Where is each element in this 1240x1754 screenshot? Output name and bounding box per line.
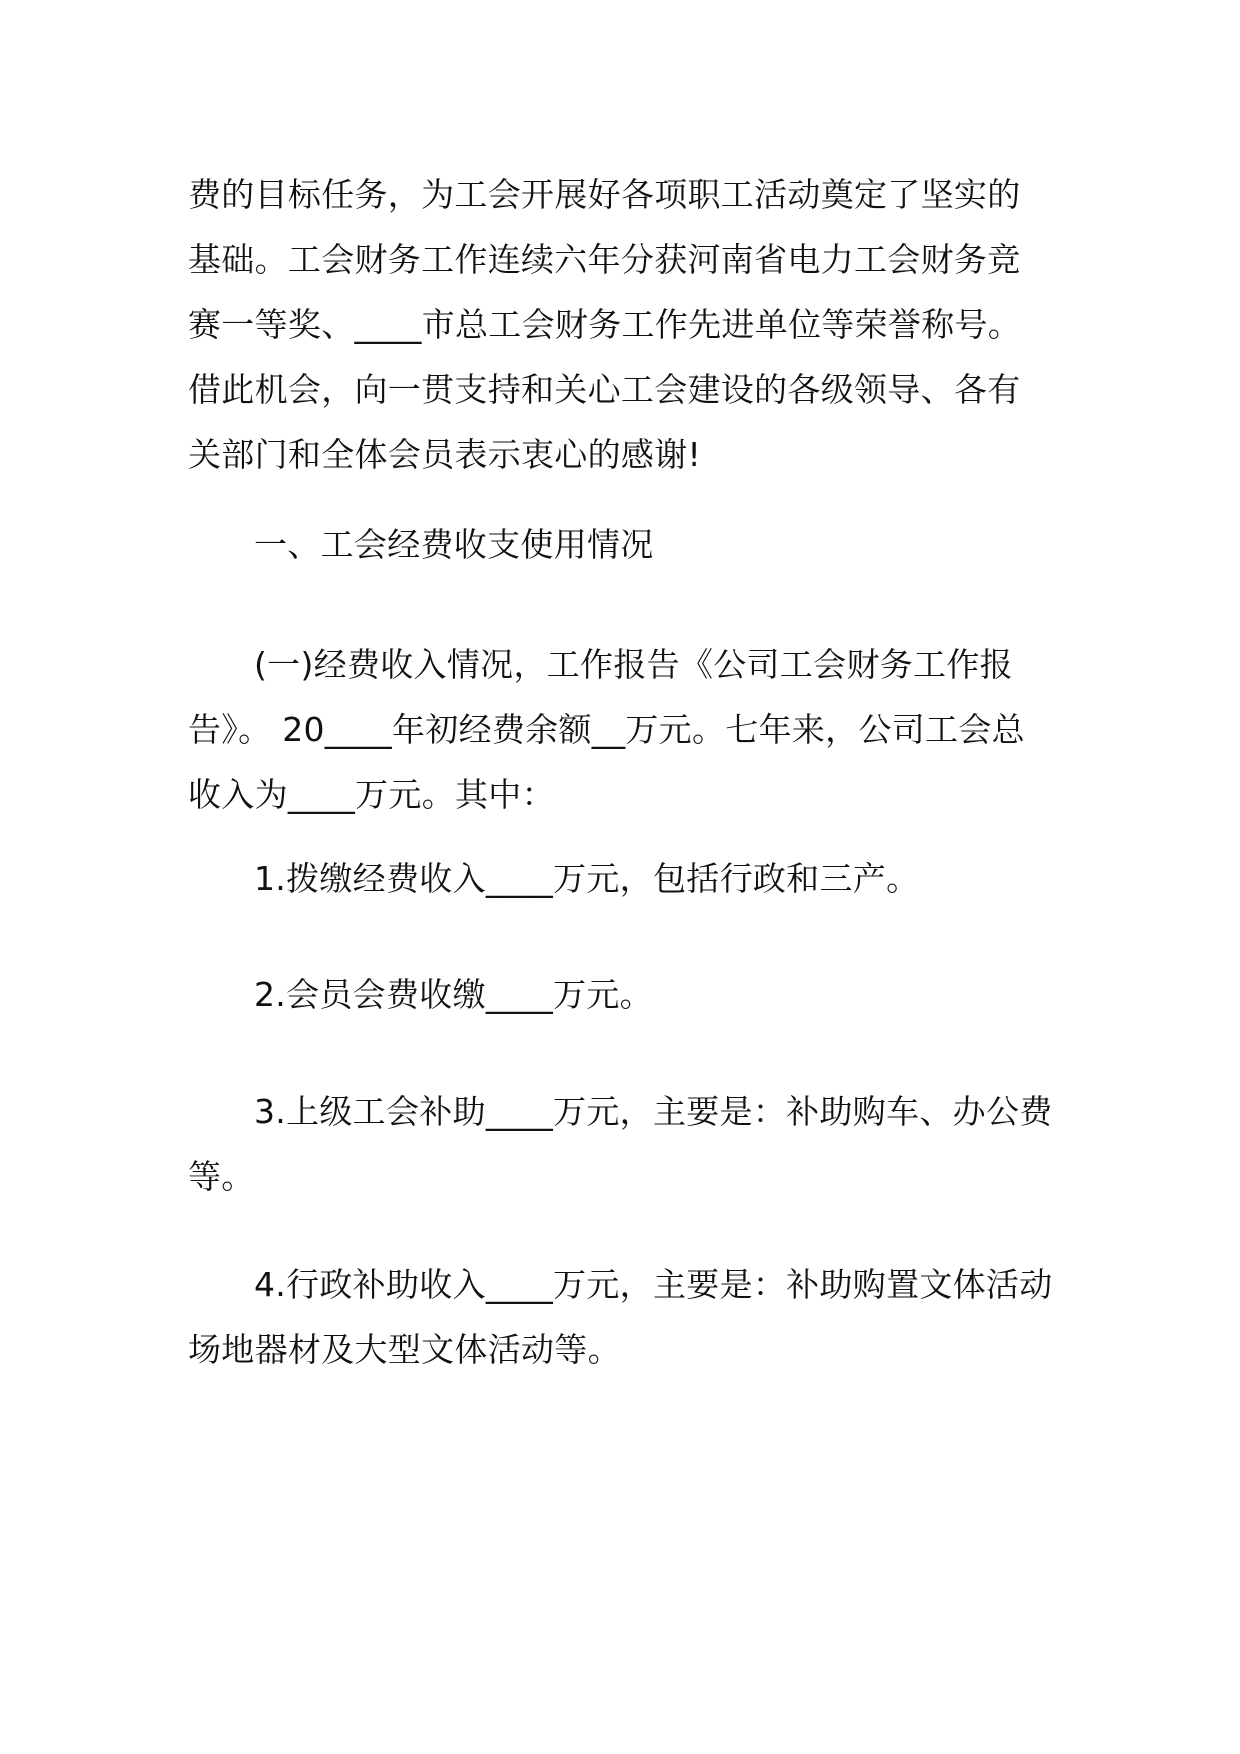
paragraph-line: 3.上级工会补助____万元，主要是：补助购车、办公费 <box>254 1092 1053 1131</box>
section-heading-text: 一、工会经费收支使用情况 <box>254 525 654 564</box>
paragraph-line: 2.会员会费收缴____万元。 <box>254 975 653 1014</box>
list-item-2 <box>188 962 1058 1027</box>
list-item-3 <box>188 1079 1058 1209</box>
paragraph-line: 赛一等奖、____市总工会财务工作先进单位等荣誉称号。 <box>188 305 1022 344</box>
paragraph-line: 费的目标任务，为工会开展好各项职工活动奠定了坚实的 <box>188 175 1021 214</box>
paragraph-line: 基础。工会财务工作连续六年分获河南省电力工会财务竞 <box>188 240 1021 279</box>
intro-paragraph <box>188 162 1058 487</box>
paragraph-line: 4.行政补助收入____万元，主要是：补助购置文体活动 <box>254 1265 1053 1304</box>
paragraph-line: 场地器材及大型文体活动等。 <box>188 1330 621 1369</box>
section-heading <box>188 512 1058 577</box>
paragraph-line: 1.拨缴经费收入____万元，包括行政和三产。 <box>254 859 920 898</box>
paragraph-line: (一)经费收入情况，工作报告《公司工会财务工作报 <box>254 645 1013 684</box>
paragraph-line: 告》。 20____年初经费余额__万元。七年来，公司工会总 <box>188 710 1025 749</box>
paragraph-line: 收入为____万元。其中： <box>188 775 555 814</box>
list-item-4 <box>188 1252 1058 1382</box>
paragraph-line: 等。 <box>188 1157 255 1196</box>
subsection-paragraph <box>188 632 1058 827</box>
paragraph-line: 借此机会，向一贯支持和关心工会建设的各级领导、各有 <box>188 370 1021 409</box>
paragraph-line: 关部门和全体会员表示衷心的感谢! <box>188 435 702 474</box>
list-item-1 <box>188 846 1058 911</box>
